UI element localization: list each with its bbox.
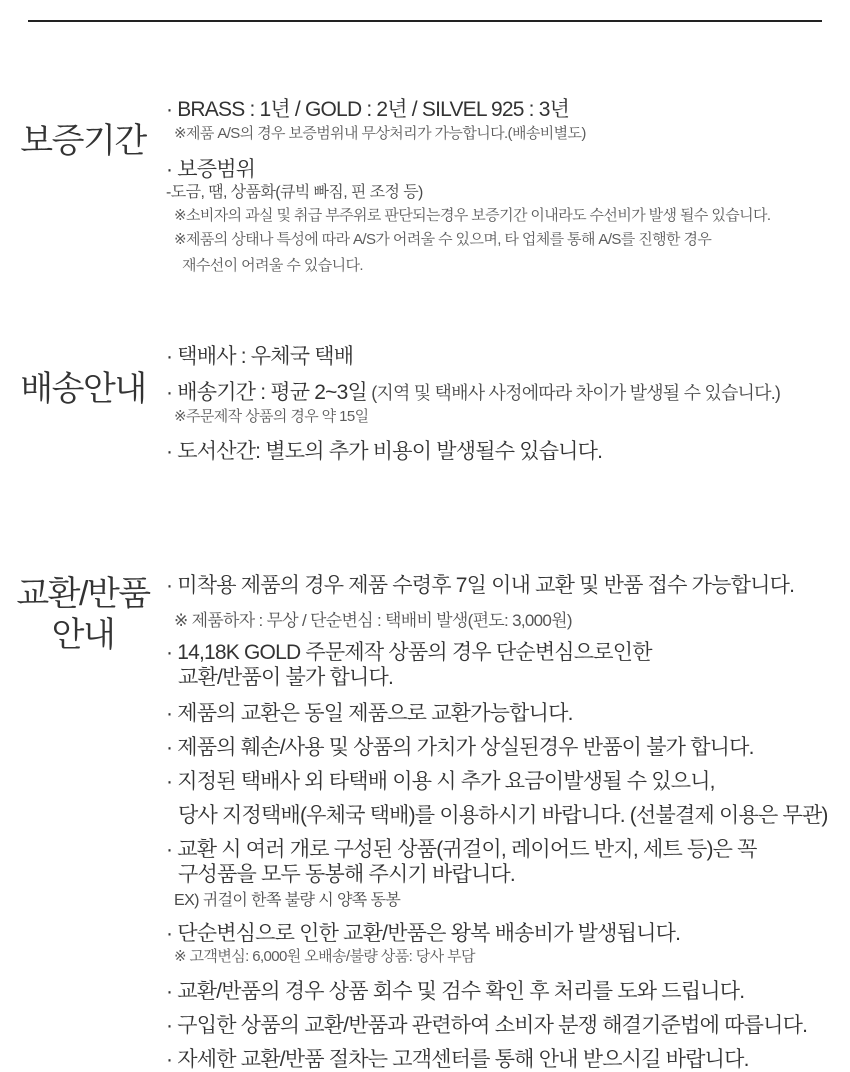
shipping-note-custom: ※주문제작 상품의 경우 약 15일 (174, 408, 369, 425)
exchange-line-damaged: · 제품의 훼손/사용 및 상품의 가치가 상실된경우 반품이 불가 합니다. (166, 736, 754, 759)
warranty-note-as: ※제품 A/S의 경우 보증범위내 무상처리가 가능합니다.(배송비별도) (174, 125, 586, 142)
section-title-warranty: 보증기간 (20, 122, 146, 160)
section-warranty (0, 98, 850, 275)
shipping-line-period (166, 381, 834, 405)
warranty-note-fault: ※소비자의 과실 및 취급 부주위로 판단되는경우 보증기간 이내라도 수선비가 발생 될수 있습니다. (174, 207, 771, 224)
section-title-shipping: 배송안내 (20, 370, 146, 408)
exchange-line-set: · 교환 시 여러 개로 구성된 상품(귀걸이, 레이어드 반지, 세트 등)은 꼭 (166, 838, 757, 861)
shipping-line-courier: · 택배사 : 우체국 택배 (166, 345, 354, 368)
shipping-line-remote: · 도서산간: 별도의 추가 비용이 발생될수 있습니다. (166, 440, 603, 463)
exchange-note-defect: ※ 제품하자 : 무상 / 단순변심 : 택배비 발생(편도: 3,000원) (174, 611, 572, 630)
warranty-scope-detail: -도금, 땜, 상품화(큐빅 빠짐, 핀 조정 등) (166, 184, 423, 201)
exchange-line-law: · 구입한 상품의 교환/반품과 관련하여 소비자 분쟁 해결기준법에 따릅니다. (166, 1014, 808, 1037)
shipping-period-paren: (지역 및 택배사 사정에따라 차이가 발생될 수 있습니다.) (367, 383, 781, 403)
section-title-exchange-line2: 안내 (51, 616, 115, 655)
exchange-line-cs: · 자세한 교환/반품 절차는 고객센터를 통해 안내 받으시길 바랍니다. (166, 1048, 749, 1071)
top-divider (28, 20, 822, 22)
exchange-line-gold: · 14,18K GOLD 주문제작 상품의 경우 단순변심으로인한 (166, 641, 652, 664)
section-shipping (0, 345, 850, 464)
section-warranty-header (0, 98, 166, 162)
exchange-line-7days: · 미착용 제품의 경우 제품 수령후 7일 이내 교환 및 반품 접수 가능합니다. (166, 574, 795, 597)
exchange-note-example: EX) 귀걸이 한쪽 불량 시 양쪽 동봉 (174, 892, 401, 909)
section-title-exchange (0, 574, 166, 657)
section-shipping-header (0, 345, 166, 410)
section-exchange-content (166, 574, 850, 1072)
exchange-line-courier-cont: 당사 지정택배(우체국 택배)를 이용하시기 바랍니다. (선불결제 이용은 무관) (178, 804, 828, 827)
section-exchange (0, 574, 850, 1072)
warranty-line-scope: · 보증범위 (166, 158, 256, 181)
exchange-line-inspection: · 교환/반품의 경우 상품 회수 및 검수 확인 후 처리를 도와 드립니다. (166, 980, 745, 1003)
warranty-note-repair-cont: 재수선이 어려울 수 있습니다. (182, 257, 363, 274)
exchange-line-roundtrip: · 단순변심으로 인한 교환/반품은 왕복 배송비가 발생됩니다. (166, 922, 681, 945)
warranty-line-materials: · BRASS : 1년 / GOLD : 2년 / SILVEL 925 : 3년 (166, 98, 570, 121)
section-shipping-content (166, 345, 850, 464)
shipping-period-main: · 배송기간 : 평균 2~3일 (166, 381, 367, 404)
warranty-note-repair: ※제품의 상태나 특성에 따라 A/S가 어려울 수 있으며, 타 업체를 통해 A/S를 진행한 경우 (174, 231, 712, 248)
exchange-note-cost: ※ 고객변심: 6,000원 오배송/불량 상품: 당사 부담 (174, 948, 475, 965)
exchange-line-gold-cont: 교환/반품이 불가 합니다. (178, 666, 393, 689)
exchange-line-set-cont: 구성품을 모두 동봉해 주시기 바랍니다. (178, 863, 515, 886)
exchange-line-courier: · 지정된 택배사 외 타택배 이용 시 추가 요금이발생될 수 있으니, (166, 770, 715, 793)
exchange-line-same-item: · 제품의 교환은 동일 제품으로 교환가능합니다. (166, 702, 573, 725)
section-exchange-header (0, 574, 166, 657)
section-title-exchange-line1: 교환/반품 (16, 575, 150, 613)
section-warranty-content (166, 98, 850, 275)
